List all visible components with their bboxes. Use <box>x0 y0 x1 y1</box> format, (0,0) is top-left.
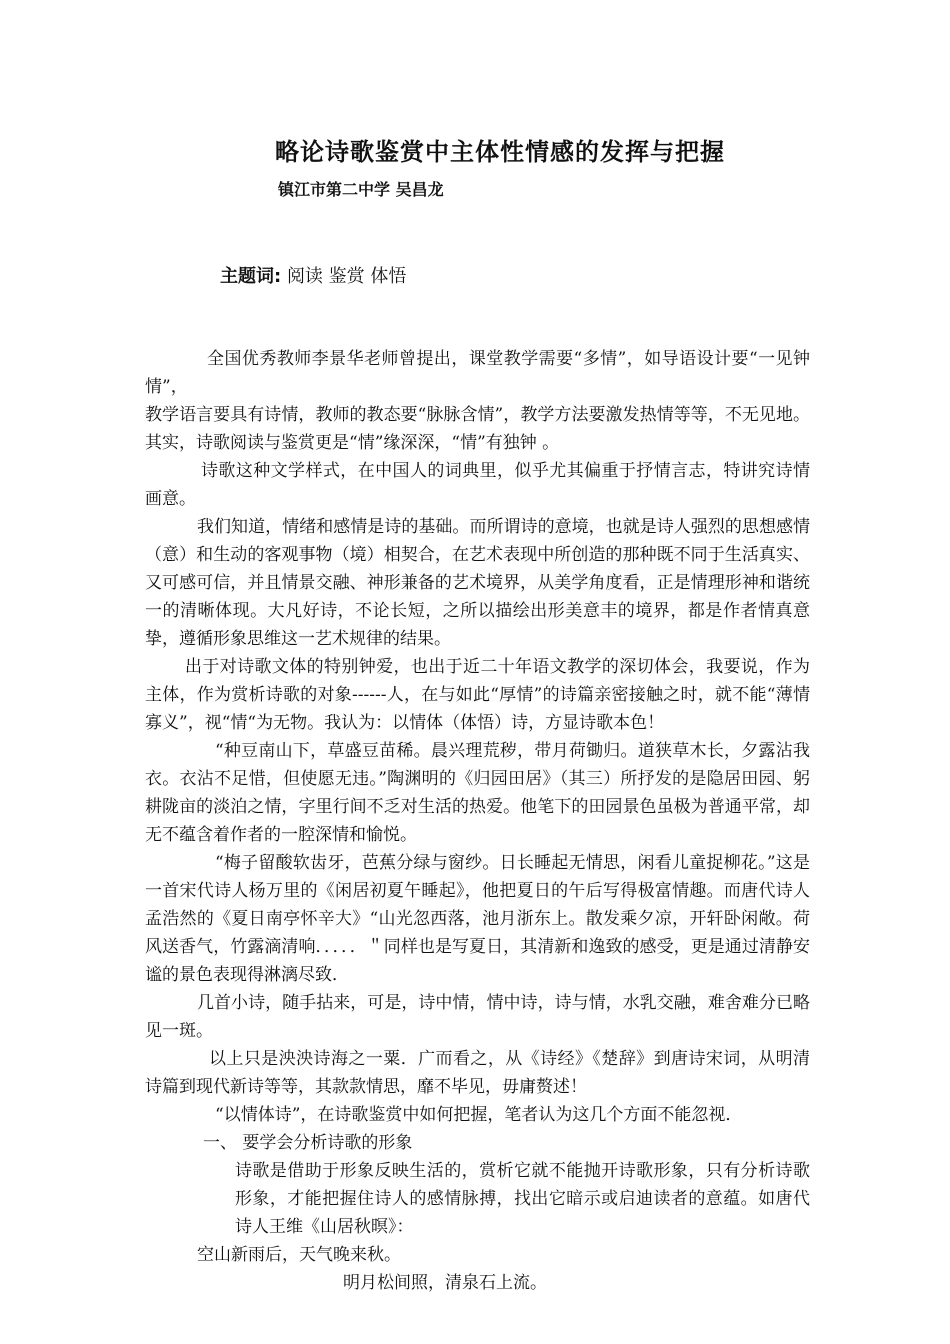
paragraph: 出于对诗歌文体的特别钟爱，也出于近二十年语文教学的深切体会，我要说，作为主体，作为赏析诗歌的对象------人，在与如此“厚情”的诗篇亲密接触之时，就不能“薄情寡义”，视“情“为无物。我认为：以情体（体悟）诗，方显诗歌本色！ <box>145 657 810 733</box>
document-body <box>145 345 810 1297</box>
paragraph: 几首小诗，随手拈来，可是，诗中情，情中诗，诗与情，水乳交融，难舍难分已略见一斑。 <box>145 993 810 1041</box>
poem-line: 明月松间照，清泉石上流。 <box>343 1273 547 1293</box>
keywords-line <box>220 262 406 288</box>
paragraph: 诗歌这种文学样式，在中国人的词典里，似乎尤其偏重于抒情言志，特讲究诗情画意。 <box>145 461 810 509</box>
paragraph: “种豆南山下，草盛豆苗稀。晨兴理荒秽，带月荷锄归。道狭草木长，夕露沾我衣。衣沾不足惜，但使愿无违。”陶渊明的《归园田居》（其三）所抒发的是隐居田园、躬耕陇亩的淡泊之情，字里行间不乏对生活的热爱。他笔下的田园景色虽极为普通平常，却无不蕴含着作者的一腔深情和愉悦。 <box>145 741 810 845</box>
paragraph: “梅子留酸软齿牙，芭蕉分绿与窗纱。日长睡起无情思，闲看儿童捉柳花。”这是一首宋代诗人杨万里的《闲居初夏午睡起》，他把夏日的午后写得极富情趣。而唐代诗人孟浩然的《夏日南亭怀辛大》“山光忽西落，池月浙东上。散发乘夕凉，开轩卧闲敞。荷风送香气，竹露滴清响．．．．．＂同样也是写夏日，其清新和逸致的感受，更是通过清静安谧的景色表现得淋漓尽致． <box>145 853 810 985</box>
paragraph: 全国优秀教师李景华老师曾提出，课堂教学需要“多情”，如导语设计要“一见钟情”， <box>145 349 810 397</box>
paragraph: 我们知道，情绪和感情是诗的基础。而所谓诗的意境，也就是诗人强烈的思想感情（意）和生动的客观事物（境）相契合，在艺术表现中所创造的那种既不同于生活真实、又可感可信，并且情景交融、神形兼备的艺术境界，从美学角度看，正是情理形神和谐统一的清晰体现。大凡好诗，不论长短，之所以描绘出形美意丰的境界，都是作者情真意挚，遵循形象思维这一艺术规律的结果。 <box>145 517 810 649</box>
paragraph: 以上只是泱泱诗海之一粟．广而看之，从《诗经》《楚辞》到唐诗宋词，从明清诗篇到现代新诗等等，其款款情思，靡不毕见，毋庸赘述！ <box>145 1049 810 1097</box>
section-heading: 一、 要学会分析诗歌的形象 <box>203 1133 413 1153</box>
keywords-label: 主题词: <box>220 266 282 287</box>
document-title: 略论诗歌鉴赏中主体性情感的发挥与把握 <box>275 137 725 166</box>
paragraph: 教学语言要具有诗情，教师的教态要“脉脉含情”，教学方法要激发热情等等，不无见地。其实，诗歌阅读与鉴赏更是“情”缘深深，“情”有独钟 。 <box>145 405 810 453</box>
section-paragraph: 诗歌是借助于形象反映生活的，赏析它就不能抛开诗歌形象，只有分析诗歌形象，才能把握住诗人的感情脉搏，找出它暗示或启迪读者的意蕴。如唐代诗人王维《山居秋暝》： <box>235 1161 810 1237</box>
paragraph: “以情体诗”，在诗歌鉴赏中如何把握，笔者认为这几个方面不能忽视． <box>215 1105 743 1125</box>
poem-line: 空山新雨后，天气晚来秋。 <box>197 1245 401 1265</box>
keywords-value: 阅读 鉴赏 体悟 <box>286 266 407 287</box>
author-line: 镇江市第二中学 吴昌龙 <box>278 180 444 199</box>
